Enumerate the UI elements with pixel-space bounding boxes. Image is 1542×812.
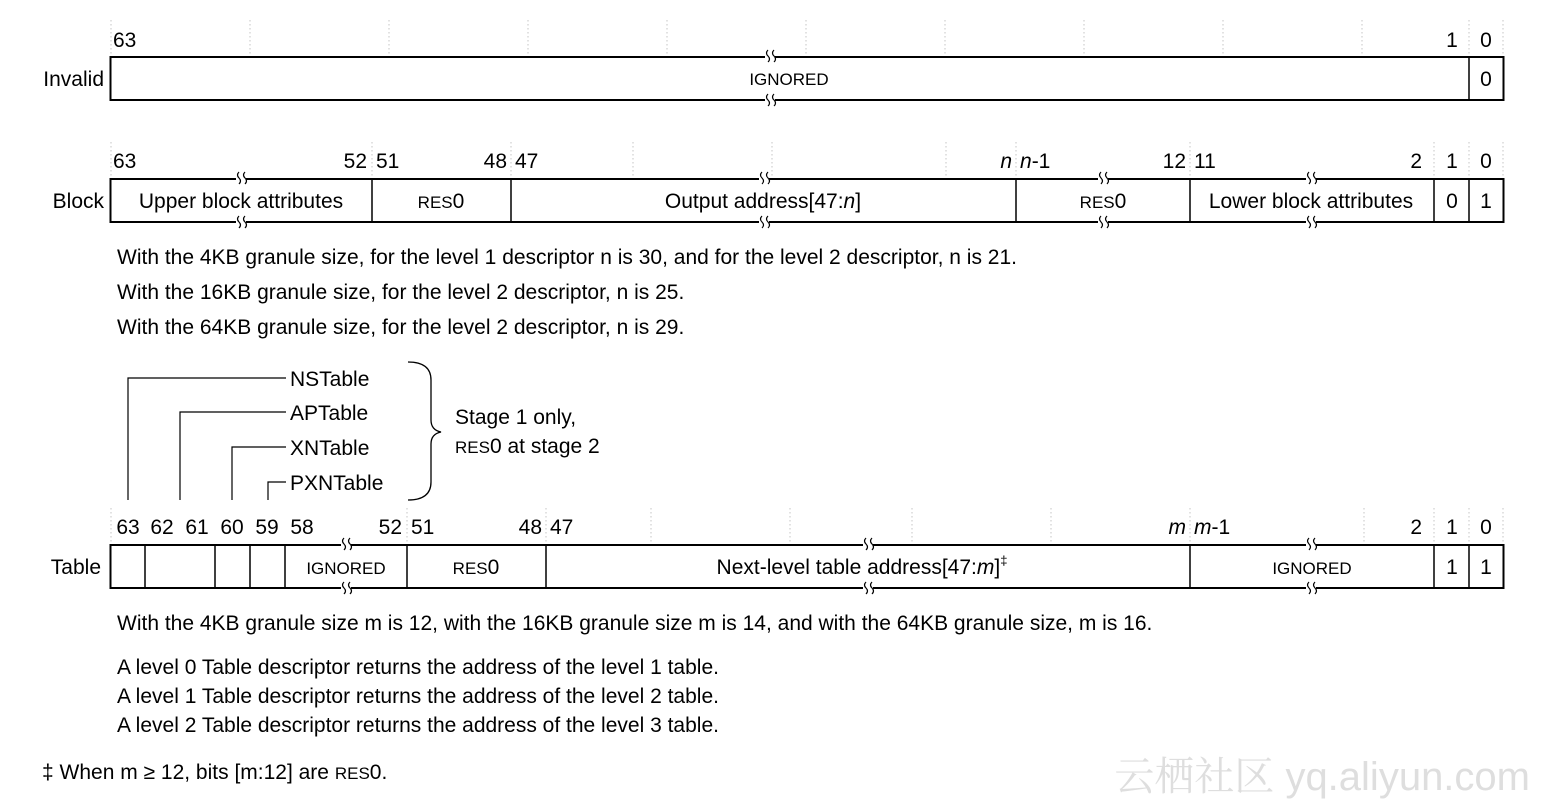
stage1-only-note: Stage 1 only, <box>455 406 577 429</box>
bit-number-51: 51 <box>411 516 435 539</box>
bit-number-63: 63 <box>113 29 137 52</box>
bit-number-60: 60 <box>220 516 244 539</box>
block-bit-ticks <box>111 142 1503 178</box>
block-note: With the 4KB granule size, for the level 1 descriptor n is 30, and for the level 2 descriptor, n is 21. <box>117 246 1017 269</box>
bit-number-12: 12 <box>1162 150 1186 173</box>
right-brace <box>408 362 441 500</box>
bit0-value: 1 <box>1480 556 1492 579</box>
watermark: 云栖社区 yq.aliyun.com <box>1114 755 1530 799</box>
break-mark <box>1098 171 1109 186</box>
output-address-var: n <box>843 190 856 213</box>
bit-number-0: 0 <box>1480 150 1492 173</box>
table-note: A level 1 Table descriptor returns the address of the level 2 table. <box>117 685 719 708</box>
invalid-row-label: Invalid <box>43 68 104 91</box>
bit-number-m: m <box>1168 516 1186 539</box>
footnote-marker: ‡ <box>42 761 54 784</box>
block-note: With the 64KB granule size, for the level 2 descriptor, n is 29. <box>117 316 685 339</box>
upper-block-attributes-field: Upper block attributes <box>138 190 344 213</box>
bit-number-48: 48 <box>483 150 507 173</box>
output-address-field <box>665 190 861 213</box>
bit1-value: 0 <box>1446 190 1458 213</box>
table-note: With the 4KB granule size m is 12, with the 16KB granule size m is 14, and with the 64KB granule size, m is 16. <box>117 612 1153 635</box>
bit-number-11: 11 <box>1194 150 1216 173</box>
table-descriptor <box>51 508 1504 737</box>
next-level-table-address-field <box>717 553 1008 579</box>
bit-number-n-minus-1 <box>1020 150 1050 173</box>
bit-number-61: 61 <box>185 516 209 539</box>
res0-zero: 0 <box>487 556 500 579</box>
ignored-field-label: IGNORED <box>1272 559 1352 578</box>
small-caps-res: RES <box>334 764 370 783</box>
next-level-address-suffix: ] <box>994 556 1001 579</box>
bit-number-m-minus-1 <box>1194 516 1230 539</box>
res0-at-stage2-rest: 0 at stage 2 <box>489 435 600 458</box>
bit-number-62: 62 <box>150 516 174 539</box>
bit-number-63: 63 <box>116 516 140 539</box>
table-note: A level 2 Table descriptor returns the address of the level 3 table. <box>117 714 719 737</box>
invalid-descriptor <box>43 20 1503 108</box>
break-mark <box>765 93 776 108</box>
bit-number-58: 58 <box>290 516 314 539</box>
pxntable-label: PXNTable <box>290 472 384 495</box>
aptable-label: APTable <box>290 402 369 425</box>
bit-number-2: 2 <box>1410 516 1422 539</box>
break-mark <box>1098 215 1109 230</box>
res0-zero: 0 <box>452 190 465 213</box>
ignored-field-label: IGNORED <box>306 559 386 578</box>
bit1-value: 1 <box>1446 556 1458 579</box>
output-address-suffix: ] <box>855 190 862 213</box>
bit-number-1: 1 <box>1446 516 1458 539</box>
next-level-address-prefix: Next-level table address[47: <box>716 556 977 579</box>
bit0-value: 1 <box>1480 190 1492 213</box>
invalid-bit-ticks <box>111 20 1503 56</box>
bit-offset-minus-1: -1 <box>1211 516 1231 539</box>
bit-var-m: m <box>1194 516 1212 539</box>
bit-number-0: 0 <box>1480 29 1492 52</box>
callout-lines <box>128 378 286 500</box>
break-mark <box>341 537 352 552</box>
bit-number-0: 0 <box>1480 516 1492 539</box>
bit-number-1: 1 <box>1446 29 1458 52</box>
table-attribute-callouts <box>128 362 600 500</box>
res0-field <box>453 556 500 579</box>
next-level-address-var: m <box>976 556 995 579</box>
bit-number-1: 1 <box>1446 150 1458 173</box>
break-mark <box>1306 215 1317 230</box>
bit-number-59: 59 <box>255 516 279 539</box>
xntable-label: XNTable <box>290 437 370 460</box>
break-mark <box>759 215 770 230</box>
footnote-rest: 0. <box>369 761 388 784</box>
bit-number-51: 51 <box>376 150 400 173</box>
break-mark <box>236 171 247 186</box>
block-note: With the 16KB granule size, for the level 2 descriptor, n is 25. <box>117 281 685 304</box>
bit-offset-minus-1: -1 <box>1031 150 1051 173</box>
res0-field <box>418 190 465 213</box>
break-mark <box>1306 581 1317 596</box>
small-caps-res: RES <box>452 559 488 578</box>
lower-block-attributes-field: Lower block attributes <box>1208 190 1414 213</box>
bit0-value: 0 <box>1480 68 1492 91</box>
bit-var-n: n <box>1020 150 1032 173</box>
bit-number-n: n <box>1000 150 1012 173</box>
footnote <box>42 761 387 784</box>
bit-number-52: 52 <box>343 150 367 173</box>
bit-number-52: 52 <box>378 516 402 539</box>
break-mark <box>759 171 770 186</box>
res0-zero: 0 <box>1114 190 1127 213</box>
bit-number-2: 2 <box>1410 150 1422 173</box>
break-mark <box>765 49 776 64</box>
block-row-label: Block <box>52 190 104 213</box>
table-note: A level 0 Table descriptor returns the address of the level 1 table. <box>117 656 719 679</box>
nstable-label: NSTable <box>290 368 370 391</box>
double-dagger-mark: ‡ <box>1000 553 1008 568</box>
break-mark <box>1306 537 1317 552</box>
bit-number-47: 47 <box>515 150 539 173</box>
bit-number-47: 47 <box>550 516 574 539</box>
bit-number-48: 48 <box>518 516 542 539</box>
small-caps-res: RES <box>1079 193 1115 212</box>
small-caps-res: RES <box>417 193 453 212</box>
output-address-prefix: Output address[47: <box>664 190 844 213</box>
block-descriptor <box>53 142 1504 339</box>
table-bit-ticks <box>111 508 1503 544</box>
res0-field <box>1080 190 1127 213</box>
break-mark <box>1306 171 1317 186</box>
small-caps-res: RES <box>455 438 490 457</box>
bit-number-63: 63 <box>113 150 137 173</box>
res0-at-stage2-note <box>455 435 600 458</box>
break-mark <box>863 581 874 596</box>
break-mark <box>863 537 874 552</box>
break-mark <box>341 581 352 596</box>
break-mark <box>236 215 247 230</box>
table-row-label: Table <box>50 556 101 579</box>
ignored-field-label: IGNORED <box>749 70 829 89</box>
footnote-text: When m ≥ 12, bits [m:12] are <box>53 761 335 784</box>
